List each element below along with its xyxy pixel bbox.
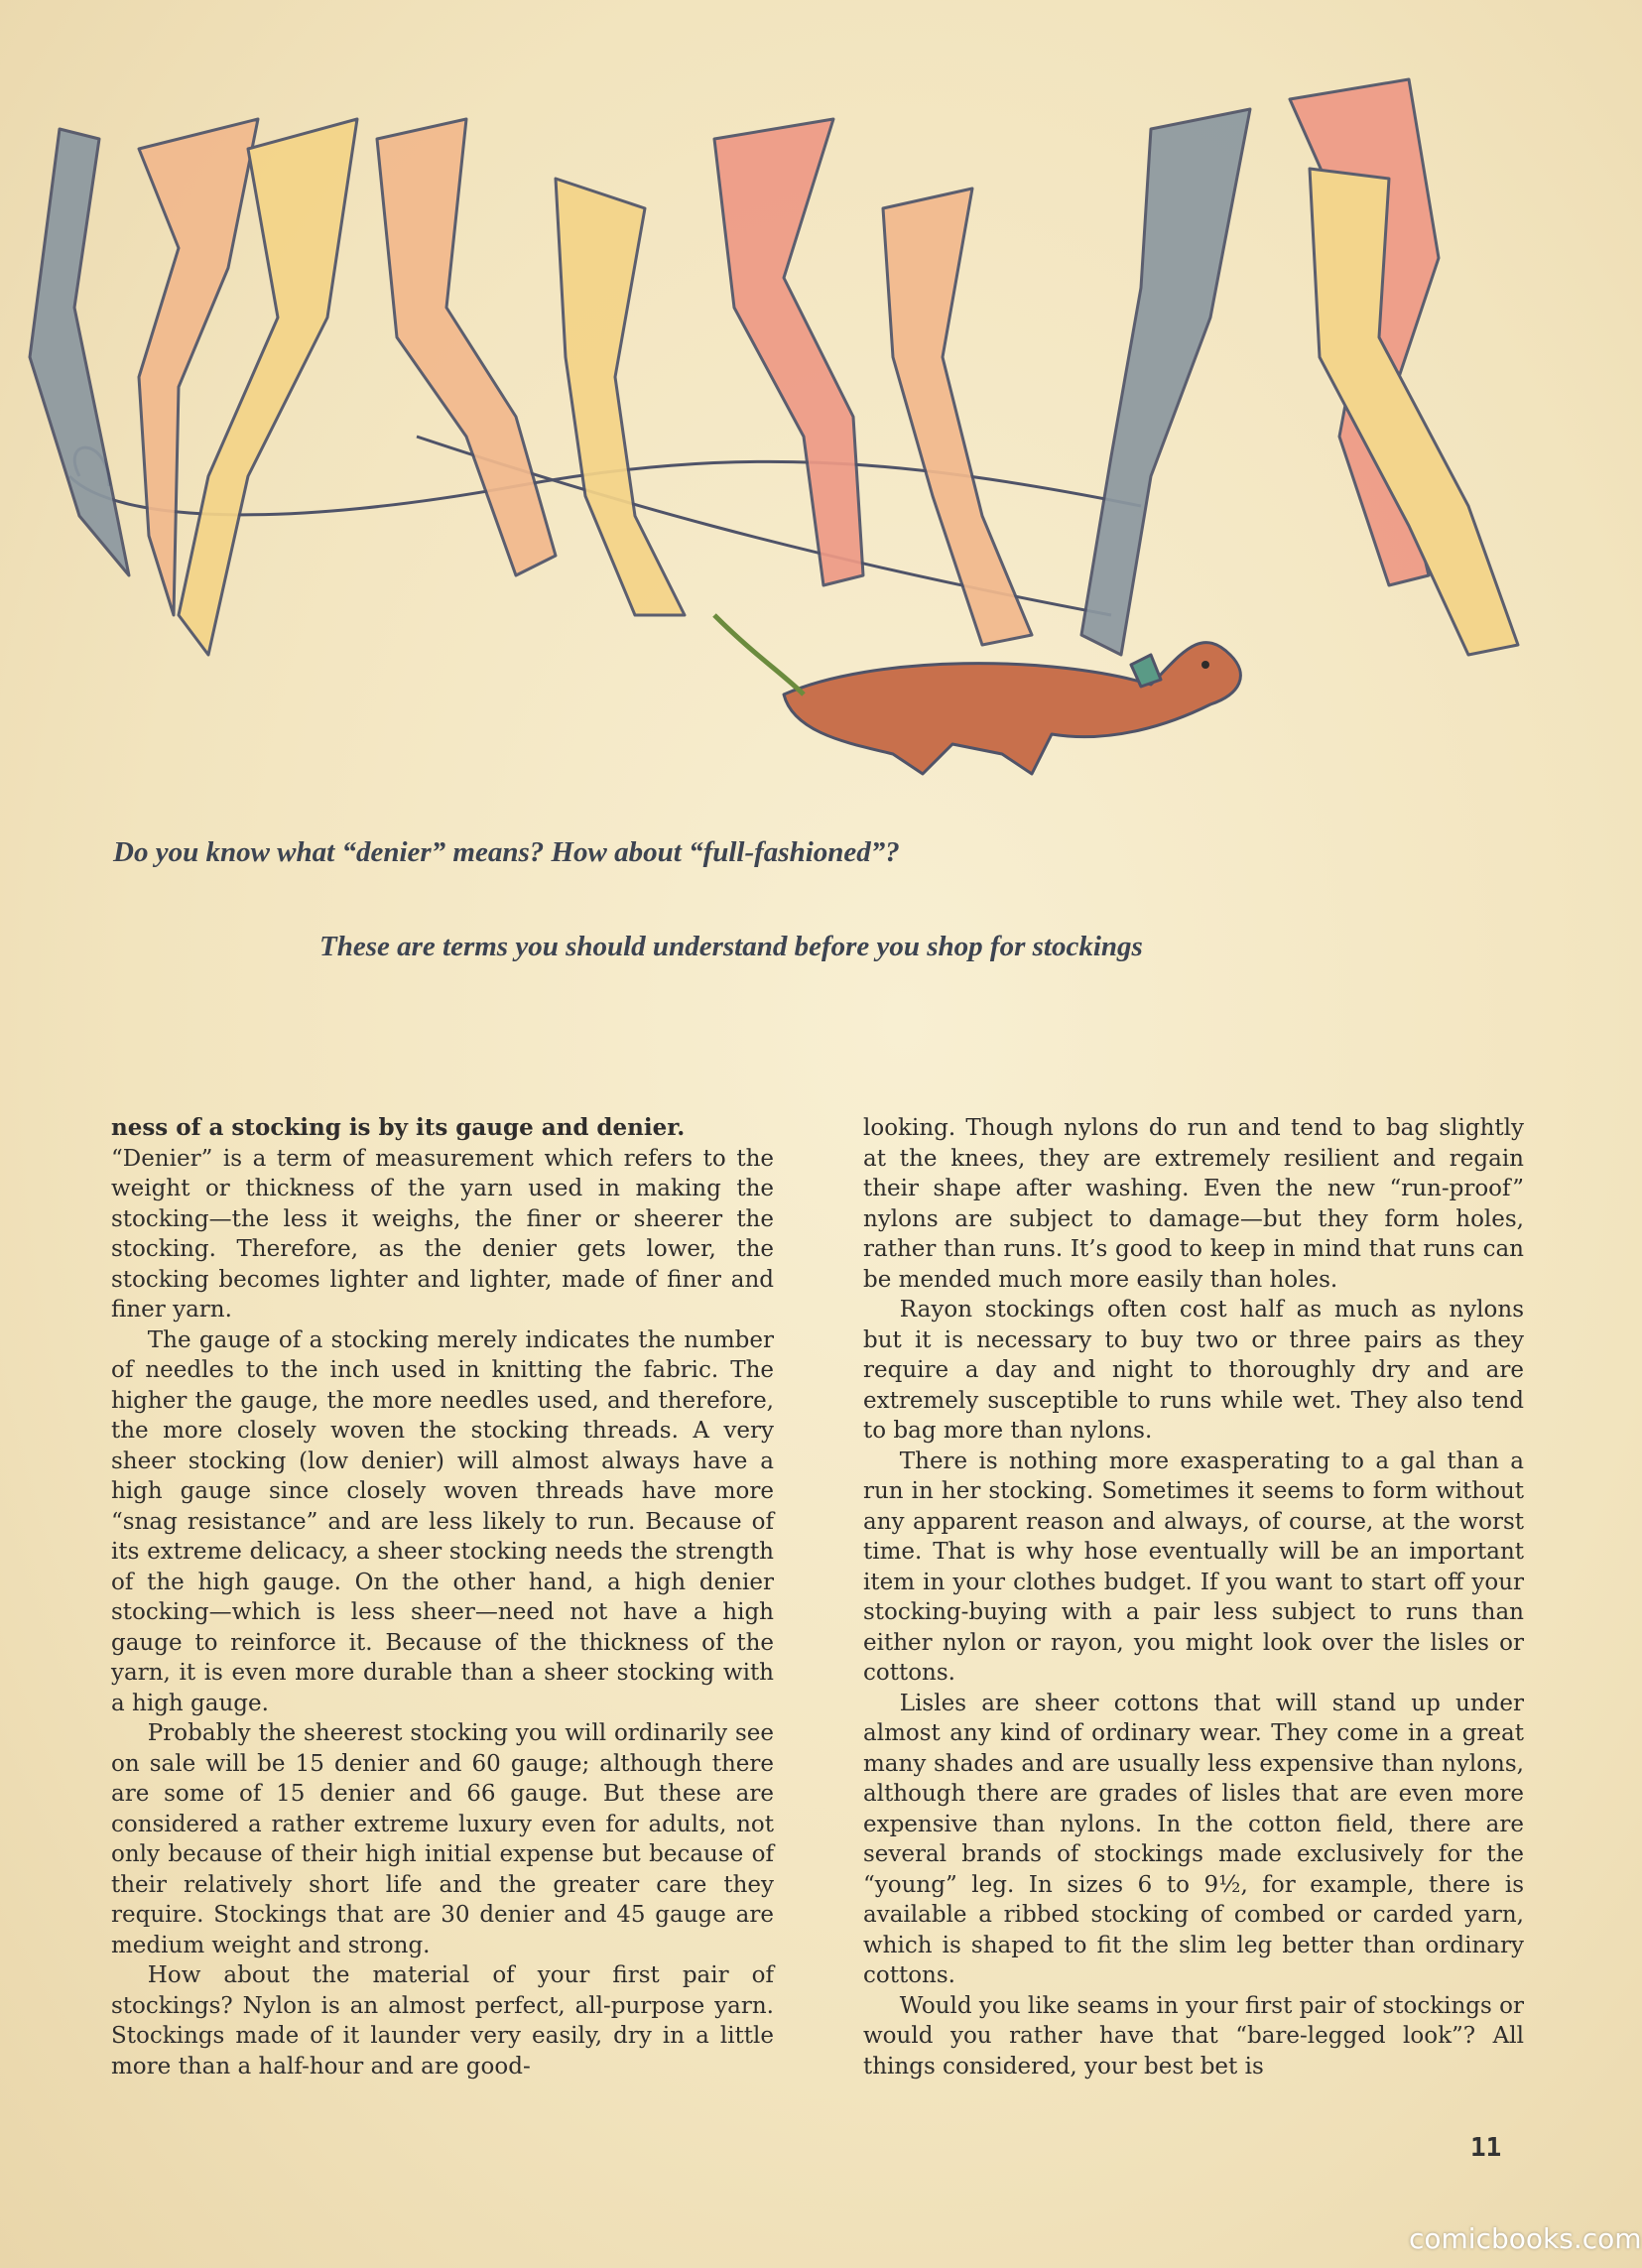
article-paragraph xyxy=(111,1113,774,1325)
legs-group xyxy=(30,79,1518,655)
article-paragraph: Lisles are sheer cottons that will stand up under almost any kind of ordinary wear. They come in a great many shades and are usually less expensive than nylons, although there are grades of lisles that are even more expensive than nylons. In the cotton field, there are several brands of stockings made exclusively for the “young” leg. In sizes 6 to 9½, for example, there is available a ribbed stocking of combed or carded yarn, which is shaped to fit the slim leg better than ordinary cottons. xyxy=(863,1690,1524,1988)
article-paragraph: Would you like seams in your first pair of stockings or would you rather have that “bare-legged look”? All things considered, your best bet is xyxy=(863,1992,1524,2079)
article-paragraph: Rayon stockings often cost half as much as nylons but it is necessary to buy two or three pairs as they require a day and night to thoroughly dry and are extremely susceptible to runs while wet. They also tend to bag more than nylons. xyxy=(863,1297,1524,1444)
headline-subhead: These are terms you should understand before you shop for stockings xyxy=(319,931,1143,962)
article-paragraph: How about the material of your first pair of stockings? Nylon is an almost perfect, all-purpose yarn. Stockings made of it launder very easily, dry in a little more than a half-hour and are good- xyxy=(111,1962,774,2079)
page-number: 11 xyxy=(1470,2133,1502,2163)
article-column-left xyxy=(111,1113,774,2081)
leg-coral-1 xyxy=(714,119,863,585)
paragraph-lead-in: ness of a stocking is by its gauge and denier. xyxy=(111,1114,686,1141)
leg-yellow-2 xyxy=(556,179,685,615)
watermark: comicbooks.com xyxy=(1409,2222,1642,2255)
article-column-right xyxy=(863,1113,1524,2081)
headline-question: Do you know what “denier” means? How about “full-fashioned”? xyxy=(113,836,900,868)
article-paragraph: looking. Though nylons do run and tend to bag slightly at the knees, they are extremely resilient and regain their shape after washing. Even the new “run-proof” nylons are subject to damage—but they form holes, rather than runs. It’s good to keep in mind that runs can be mended much more easily than holes. xyxy=(863,1115,1524,1293)
dachshund-figure xyxy=(714,615,1240,774)
leg-peach-2 xyxy=(377,119,556,575)
leg-slate-left xyxy=(30,129,129,575)
leg-peach-3 xyxy=(883,189,1032,645)
paragraph-text: “Denier” is a term of measurement which refers to the weight or thickness of the yarn used in making the stocking—the less it weighs, the finer or sheerer the stocking. Therefore, as the denier gets lower, the stocking becomes lighter and lighter, made of finer and finer yarn. xyxy=(111,1145,774,1323)
article-paragraph: The gauge of a stocking merely indicates the number of needles to the inch used in knitting the fabric. The higher the gauge, the more needles used, and therefore, the more closely woven the stocking threads. A very sheer stocking (low denier) will almost always have a high gauge since closely woven threads have more “snag resistance” and are less likely to run. Because of its extreme delicacy, a sheer stocking needs the strength of the high gauge. On the other hand, a high denier stocking—which is less sheer—need not have a high gauge to reinforce it. Because of the thickness of the yarn, it is even more durable than a sheer stocking with a high gauge. xyxy=(111,1326,774,1716)
leg-slate-right xyxy=(1081,109,1250,655)
article-paragraph: There is nothing more exasperating to a gal than a run in her stocking. Sometimes it seems to form without any apparent reason and always, of course, at the worst time. That is why hose eventually will be an important item in your clothes budget. If you want to start off your stocking-buying with a pair less subject to runs than either nylon or rayon, you might look over the lisles or cottons. xyxy=(863,1448,1524,1686)
article-paragraph: Probably the sheerest stocking you will ordinarily see on sale will be 15 denier and 60 gauge; although there are some of 15 denier and 66 gauge. But these are considered a rather extreme luxury even for adults, not only because of their high initial expense but because of their relatively short life and the greater care they require. Stockings that are 30 denier and 45 gauge are medium weight and strong. xyxy=(111,1720,774,1958)
walking-legs-illustration xyxy=(0,60,1587,794)
